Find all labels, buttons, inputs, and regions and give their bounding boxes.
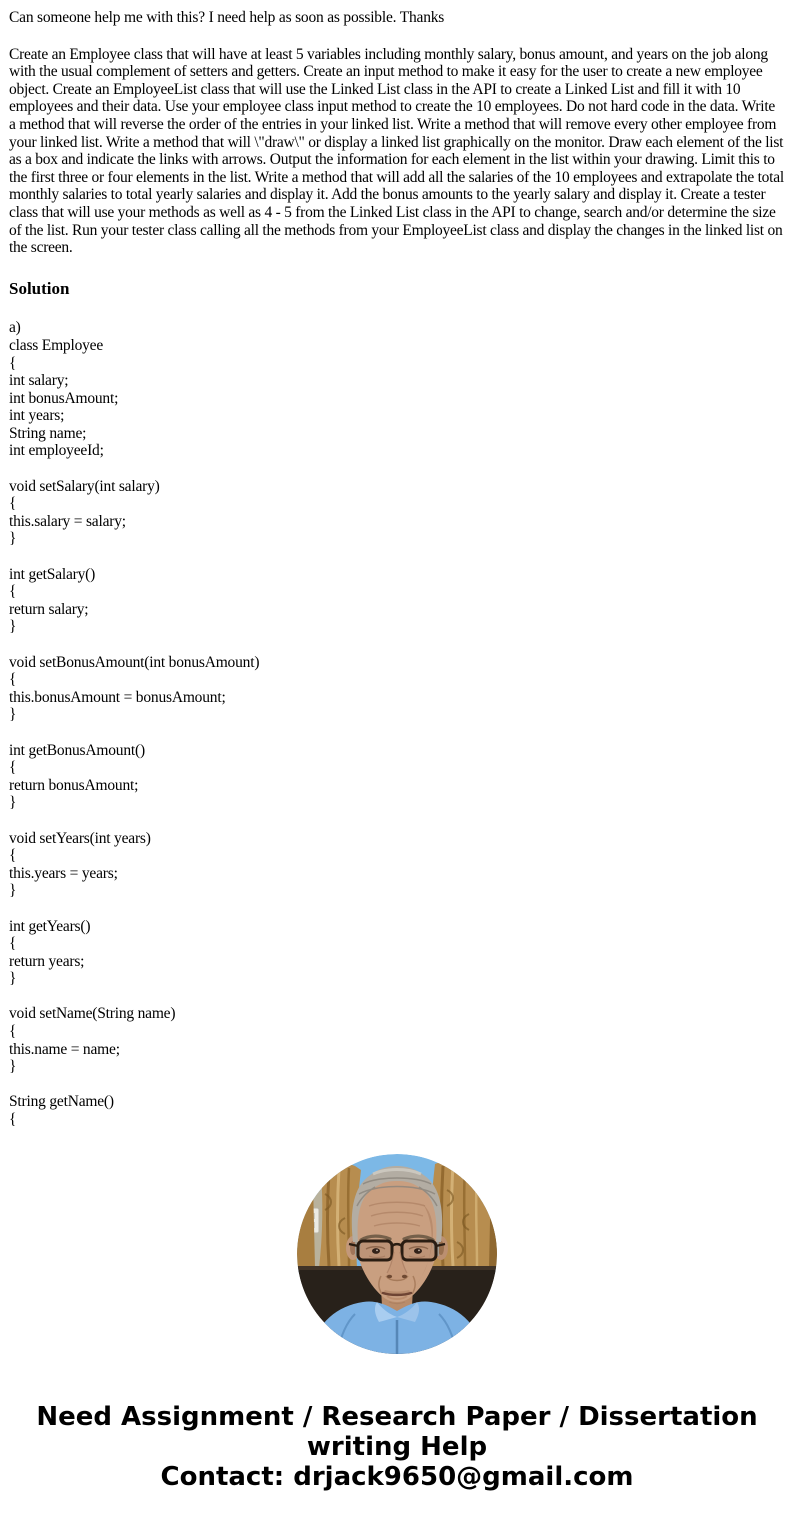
code-line: String getName() (9, 1093, 114, 1111)
code-line: } (9, 882, 17, 900)
code-block (9, 319, 785, 1128)
code-line: int getSalary() (9, 565, 96, 583)
code-line (9, 636, 785, 654)
code-line: { (9, 935, 17, 953)
code-line: int employeeId; (9, 442, 104, 460)
code-line: } (9, 1058, 17, 1076)
code-line: a) (9, 319, 21, 337)
footer-help-text: Need Assignment / Research Paper / Dissertation writing Help (36, 1402, 758, 1462)
code-line (9, 900, 785, 918)
code-line: String name; (9, 424, 87, 442)
code-line: return bonusAmount; (9, 776, 139, 794)
code-line: { (9, 759, 17, 777)
code-line: int getBonusAmount() (9, 741, 145, 759)
code-line: { (9, 583, 17, 601)
code-line: { (9, 671, 17, 689)
code-line: } (9, 618, 17, 636)
code-line: return years; (9, 952, 85, 970)
code-line (9, 1076, 785, 1094)
code-line (9, 812, 785, 830)
code-line: { (9, 847, 17, 865)
code-line: this.salary = salary; (9, 512, 126, 530)
intro-text: Can someone help me with this? I need help as soon as possible. Thanks (9, 9, 445, 26)
code-line: void setName(String name) (9, 1005, 176, 1023)
code-line (9, 548, 785, 566)
footer-contact: Contact: drjack9650@gmail.com (160, 1462, 634, 1492)
code-line: int getYears() (9, 917, 91, 935)
code-line: int years; (9, 407, 65, 425)
code-line: } (9, 706, 17, 724)
tutor-photo-illustration (297, 1154, 497, 1354)
code-line: this.bonusAmount = bonusAmount; (9, 688, 226, 706)
code-line: int bonusAmount; (9, 389, 119, 407)
code-line: } (9, 970, 17, 988)
code-line: { (9, 354, 17, 372)
code-line (9, 460, 785, 478)
code-line: { (9, 495, 17, 513)
code-line: { (9, 1111, 17, 1129)
solution-heading: Solution (9, 278, 70, 298)
code-line: this.name = name; (9, 1040, 120, 1058)
code-line: return salary; (9, 600, 89, 618)
code-line (9, 724, 785, 742)
code-line: } (9, 530, 17, 548)
code-line: this.years = years; (9, 864, 118, 882)
code-line: } (9, 794, 17, 812)
code-line: { (9, 1023, 17, 1041)
code-line: void setYears(int years) (9, 829, 151, 847)
code-line: int salary; (9, 372, 69, 390)
code-line: class Employee (9, 336, 104, 354)
tutor-avatar (297, 1154, 497, 1354)
assignment-text: Create an Employee class that will have at least 5 variables including monthly salary, bonus amount, and years on the job along with the usual complement of setters and getters. Create an input method to make it easy for the user to create a new employee object. Create an EmployeeList class that will use the Linked List class in the API to create a Linked List and fill it with 10 employees and their data. Use your employee class input method to create the 10 employees. Do not hard code in the data. Write a method that will reverse the order of the entries in your linked list. Write a method that will remove every other employee from your linked list. Write a method that will \"draw\" or display a linked list graphically on the monitor. Draw each element of the list as a box and indicate the links with arrows. Output the information for each element in the list within your drawing. Limit this to the first three or four elements in the list. Write a method that will add all the salaries of the 10 employees and extrapolate the total monthly salaries to total yearly salaries and display it. Add the bonus amounts to the yearly salary and display it. Create a tester class that will use your methods as well as 4 - 5 from the Linked List class in the API to change, search and/or determine the size of the list. Run your tester class calling all the methods from your EmployeeList class and display the changes in the linked list on the screen. (9, 45, 784, 257)
footer-banner (0, 1402, 794, 1492)
code-line: void setSalary(int salary) (9, 477, 160, 495)
code-line (9, 988, 785, 1006)
code-line: void setBonusAmount(int bonusAmount) (9, 653, 260, 671)
